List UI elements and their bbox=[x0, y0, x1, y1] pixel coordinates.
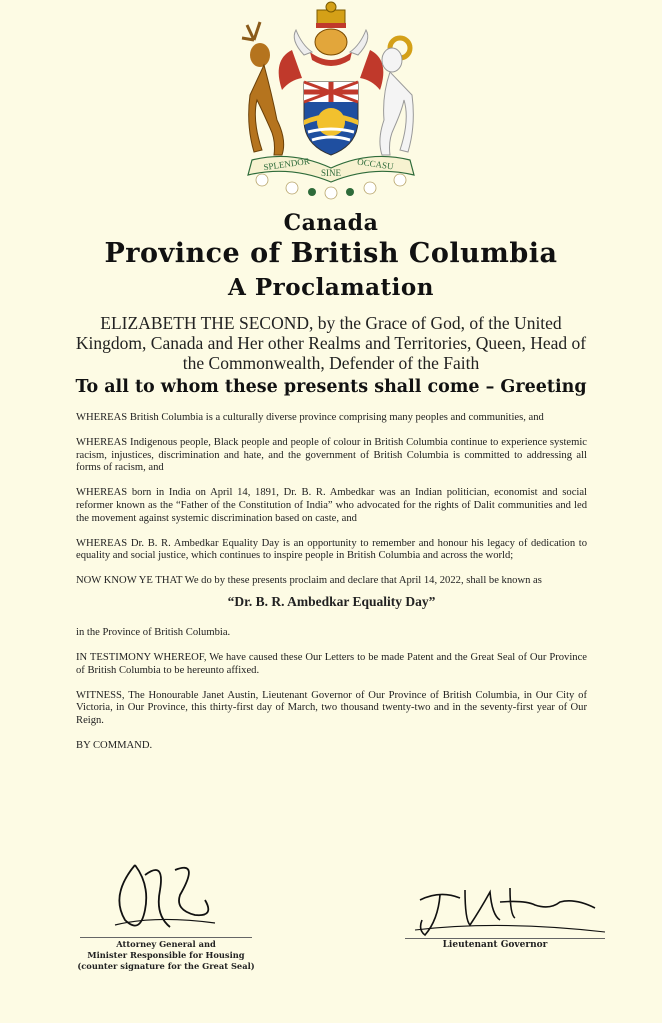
right-signature-caption: Lieutenant Governor bbox=[442, 940, 548, 950]
attorney-general-signature bbox=[105, 855, 230, 937]
proclamation-body bbox=[76, 412, 587, 765]
whereas-paragraph-1: WHEREAS British Columbia is a culturally diverse province comprising many peoples and communities, and bbox=[76, 412, 544, 423]
shield-icon bbox=[304, 82, 358, 155]
by-command: BY COMMAND. bbox=[76, 740, 153, 752]
caption-minister-housing: Minister Responsible for Housing bbox=[87, 950, 245, 960]
motto-word-1: SPLENDOR bbox=[262, 155, 311, 173]
witness-paragraph: WITNESS, The Honourable Janet Austin, Lieutenant Governor of Our Province of British Columbia, in Our City of Victoria, in Our Province, this thirty-first day of March, two thousand twenty-two and in the seventy-first year of Our Reign. bbox=[76, 689, 587, 726]
heading-province: Province of British Columbia bbox=[104, 238, 558, 269]
motto-word-2: SINE bbox=[321, 168, 341, 178]
sovereign-style: ELIZABETH THE SECOND, by the Grace of God, of the United Kingdom, Canada and Her other Realms and Territories, Queen, Head of the Commonwealth, Defender of the Faith bbox=[75, 313, 587, 373]
lion-crest-icon bbox=[310, 29, 352, 66]
day-name: “Dr. B. R. Ambedkar Equality Day” bbox=[227, 594, 436, 610]
heading-canada: Canada bbox=[283, 210, 379, 236]
caption-counter-signature: (counter signature for the Great Seal) bbox=[77, 961, 255, 971]
whereas-paragraph-2: WHEREAS Indigenous people, Black people and people of colour in British Columbia continue to experience systemic racism, injustices, discrimination and hate, and the government of British Columbia is committed to addressing all forms of racism, and bbox=[76, 437, 587, 474]
bc-coat-of-arms bbox=[232, 0, 430, 205]
greeting: To all to whom these presents shall come – Greeting bbox=[75, 377, 587, 397]
now-know-ye-paragraph: NOW KNOW YE THAT We do by these presents proclaim and declare that April 14, 2022, shall be known as bbox=[76, 575, 542, 587]
whereas-paragraph-3: WHEREAS born in India on April 14, 1891, Dr. B. R. Ambedkar was an Indian politician, economist and social reformer known as the “Father of the Constitution of India” who advocated for the rights of Dalit communities and led the movement against systemic discrimination based on caste, and bbox=[76, 487, 587, 524]
caption-attorney-general: Attorney General and bbox=[116, 939, 216, 949]
whereas-paragraph-4: WHEREAS Dr. B. R. Ambedkar Equality Day is an opportunity to remember and honour his legacy of dedication to equality and social justice, which continues to inspire people in British Columbia and across the world; bbox=[76, 537, 587, 562]
motto-word-3: OCCASU bbox=[356, 156, 395, 172]
left-signature-caption bbox=[60, 939, 272, 972]
ram-supporter-icon bbox=[380, 38, 413, 155]
elk-supporter-icon bbox=[242, 22, 284, 155]
lieutenant-governor-signature bbox=[410, 880, 610, 942]
heading-proclamation: A Proclamation bbox=[228, 274, 434, 301]
motto-ribbon bbox=[248, 156, 414, 182]
in-province-paragraph: in the Province of British Columbia. bbox=[76, 627, 231, 639]
testimony-paragraph: IN TESTIMONY WHEREOF, We have caused these Our Letters to be made Patent and the Great Seal of Our Province of British Columbia to be hereunto affixed. bbox=[76, 652, 587, 676]
crown-icon bbox=[316, 2, 346, 28]
